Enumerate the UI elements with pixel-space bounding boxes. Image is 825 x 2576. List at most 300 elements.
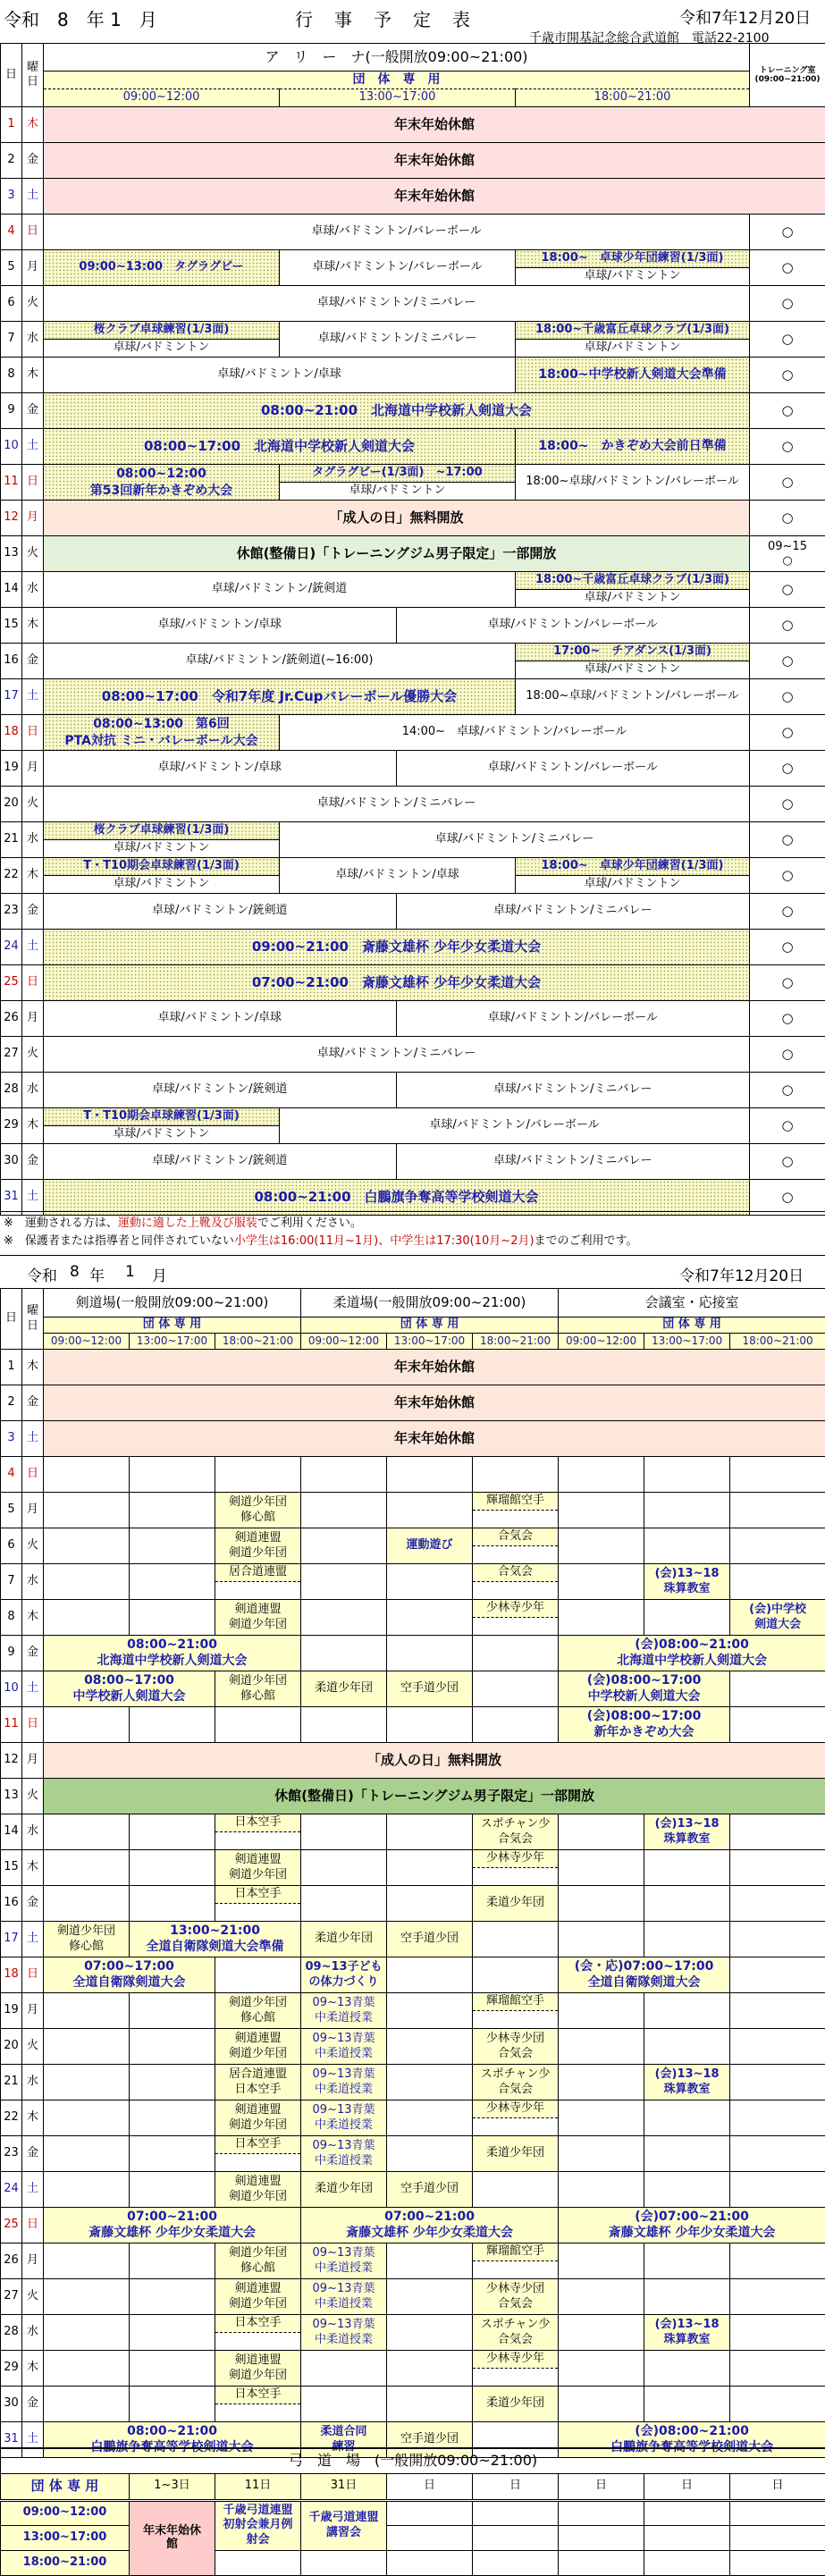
booking-cell: 08:00~17:00 中学校新人剣道大会 — [44, 1671, 215, 1707]
empty-cell — [730, 2351, 825, 2387]
date-cell: 3 — [1, 1421, 22, 1457]
empty-cell — [130, 2351, 215, 2387]
dojo-row-day-10 — [1, 1671, 825, 1707]
dow-cell: 火 — [22, 536, 44, 572]
dow-cell: 土 — [22, 1671, 44, 1707]
date-cell: 10 — [1, 429, 22, 465]
dow-cell: 木 — [22, 1108, 44, 1144]
dow-cell: 日 — [22, 1457, 44, 1493]
dow-cell: 火 — [22, 2279, 44, 2315]
dow-cell: 木 — [22, 1850, 44, 1886]
split-cell: タグラグビー(1/3面) ~17:00 卓球/バドミントン — [280, 465, 516, 501]
date-cell: 1 — [1, 1350, 22, 1385]
date-cell: 8 — [1, 358, 22, 393]
empty-cell — [559, 1600, 644, 1636]
slot-cell: 18:00~卓球/バドミントン/バレーボール — [516, 465, 750, 501]
training-cell: ○ — [750, 965, 825, 1001]
training-cell: ○ — [750, 1108, 825, 1144]
empty-cell — [730, 1457, 825, 1493]
empty-cell — [44, 2136, 130, 2172]
meeting-room-title: 会議室・応接室 — [559, 1289, 825, 1317]
empty-cell — [730, 1493, 825, 1528]
empty-cell — [644, 1600, 730, 1636]
empty-cell — [387, 2243, 473, 2279]
date-cell: 9 — [1, 393, 22, 429]
empty-cell — [730, 1850, 825, 1886]
date-cell: 9 — [1, 1636, 22, 1671]
lower-year-unit: 年 — [89, 1263, 105, 1285]
date-cell: 26 — [1, 2243, 22, 2279]
booking-cell: 剣道連盟 剣道少年団 — [215, 2279, 301, 2315]
date-cell: 7 — [1, 322, 22, 358]
arena-row-day-14 — [1, 572, 825, 608]
arena-row-day-20 — [1, 787, 825, 822]
training-room-header — [750, 44, 825, 107]
kyudo-day-header: 日 — [644, 2473, 730, 2500]
dow-cell: 金 — [22, 1886, 44, 1922]
booking-cell: 09~13子ども の体力づくり — [301, 1957, 387, 1993]
empty-cell — [644, 1528, 730, 1564]
group-use-label: 団 体 専 用 — [44, 72, 750, 89]
dow-cell: 土 — [22, 1180, 44, 1216]
booking-cell: (会)07:00~21:00 斎藤文雄杯 少年少女柔道大会 — [559, 2208, 825, 2243]
training-cell: 09~15 ○ — [750, 536, 825, 572]
training-room-title: トレーニング室 — [750, 66, 825, 75]
empty-cell — [130, 2029, 215, 2065]
date-cell: 13 — [1, 1779, 22, 1814]
empty-cell — [473, 1636, 559, 1671]
booking-cell: 輝瑠館空手 — [473, 2243, 559, 2279]
dojo-row-day-18 — [1, 1957, 825, 1993]
date-cell: 23 — [1, 894, 22, 930]
booking-cell: 剣道少年団 修心館 — [215, 1493, 301, 1528]
half-split: 卓球/バドミントン/卓球 卓球/バドミントン/バレーボール — [44, 1001, 750, 1037]
empty-cell — [730, 1993, 825, 2029]
date-cell: 31 — [1, 2422, 22, 2458]
kyudo-closed: 年末年始休館 — [130, 2500, 215, 2575]
empty-cell — [644, 2387, 730, 2422]
half-split: 卓球/バドミントン/銃剣道 卓球/バドミントン/ミニバレー — [44, 1144, 750, 1180]
lower-slot-header: 09:00~12:00 — [301, 1334, 387, 1350]
event-cell: 08:00~21:00 白鵬旗争奪高等学校剣道大会 — [44, 1180, 750, 1216]
dow-cell: 火 — [22, 1037, 44, 1073]
date-cell: 18 — [1, 1957, 22, 1993]
empty-cell — [130, 1993, 215, 2029]
lower-header — [0, 1256, 825, 1288]
empty-cell — [730, 2315, 825, 2351]
booking-cell: 空手道少団 — [387, 1671, 473, 1707]
empty-cell — [644, 1850, 730, 1886]
open-use-cell: 卓球/バドミントン/バレーボール — [44, 215, 750, 250]
empty-cell — [301, 1850, 387, 1886]
dojo-row-day-17 — [1, 1922, 825, 1957]
facility-name: 千歳市開基記念総合武道館 電話22-2100 — [529, 29, 770, 46]
arena-row-day-18 — [1, 715, 825, 751]
empty-cell — [130, 2279, 215, 2315]
dojo-row-day-26 — [1, 2243, 825, 2279]
dow-cell: 土 — [22, 2422, 44, 2458]
dow-cell: 土 — [22, 2172, 44, 2208]
dojo-row-day-23 — [1, 2136, 825, 2172]
empty-cell — [301, 2387, 387, 2422]
split-cell: 17:00~ チアダンス(1/3面) 卓球/バドミントン — [516, 644, 750, 679]
col-dow-header: 曜日 — [22, 44, 44, 107]
empty-cell — [730, 1886, 825, 1922]
col-date-header: 日 — [1, 44, 22, 107]
booking-cell: (会・応)07:00~17:00 全道自衛隊剣道大会 — [559, 1957, 730, 1993]
empty-cell — [44, 2387, 130, 2422]
lower-slot-header: 18:00~21:00 — [730, 1334, 825, 1350]
dow-cell: 水 — [22, 2065, 44, 2100]
date-cell: 24 — [1, 930, 22, 965]
dojo-row-day-29 — [1, 2351, 825, 2387]
empty-cell — [473, 1457, 559, 1493]
empty-cell — [301, 2351, 387, 2387]
training-cell: ○ — [750, 465, 825, 501]
empty-cell — [559, 1850, 644, 1886]
date-cell: 18 — [1, 715, 22, 751]
lower-col-date-header: 日 — [1, 1289, 22, 1350]
dow-cell: 月 — [22, 250, 44, 286]
kyudo-cell — [730, 2500, 825, 2525]
empty-cell — [730, 2279, 825, 2315]
booking-cell: スポチャン少 合気会 — [473, 1814, 559, 1850]
slot-cell: 卓球/バドミントン/銃剣道 — [44, 572, 516, 608]
lower-month: 1 — [125, 1263, 135, 1281]
empty-cell — [644, 1886, 730, 1922]
empty-cell — [301, 1707, 387, 1743]
dow-cell: 土 — [22, 1421, 44, 1457]
dow-cell: 木 — [22, 858, 44, 894]
split-cell: 桜クラブ卓球練習(1/3面) 卓球/バドミントン — [44, 822, 280, 858]
dow-cell: 日 — [22, 1957, 44, 1993]
dow-cell: 月 — [22, 1743, 44, 1779]
dojo-row-day-12 — [1, 1743, 825, 1779]
kyudo-cell — [730, 2550, 825, 2575]
training-cell: ○ — [750, 608, 825, 644]
empty-cell — [130, 2100, 215, 2136]
empty-cell — [730, 2172, 825, 2208]
split-cell: T・T10期会卓球練習(1/3面) 卓球/バドミントン — [44, 858, 280, 894]
empty-cell — [130, 1528, 215, 1564]
dojo-row-day-13 — [1, 1779, 825, 1814]
page-title: 行 事 予 定 表 — [295, 5, 472, 31]
slot-cell: 18:00~ かきぞめ大会前日準備 — [516, 429, 750, 465]
kyudo-slot-afternoon: 13:00~17:00 — [1, 2525, 130, 2550]
event-cell: 09:00~13:00 タグラグビー — [44, 250, 280, 286]
training-cell: ○ — [750, 930, 825, 965]
date-cell: 6 — [1, 1528, 22, 1564]
empty-cell — [387, 2100, 473, 2136]
booking-cell: 剣道連盟 剣道少年団 — [215, 1850, 301, 1886]
dojo-row-day-5 — [1, 1493, 825, 1528]
booking-cell: スポチャン少 合気会 — [473, 2065, 559, 2100]
arena-row-day-10 — [1, 429, 825, 465]
booking-cell: 09~13青葉 中柔道授業 — [301, 2065, 387, 2100]
slot-morning: 09:00~12:00 — [44, 89, 280, 107]
empty-cell — [301, 1636, 387, 1671]
dow-cell: 日 — [22, 2208, 44, 2243]
slot-cell: 卓球/バドミントン/銃剣道(~16:00) — [44, 644, 516, 679]
empty-cell — [387, 1600, 473, 1636]
booking-cell: (会)13~18 珠算教室 — [644, 1814, 730, 1850]
date-cell: 4 — [1, 215, 22, 250]
date-cell: 27 — [1, 1037, 22, 1073]
arena-row-day-8 — [1, 358, 825, 393]
empty-cell — [130, 1707, 215, 1743]
dow-cell: 土 — [22, 429, 44, 465]
empty-cell — [559, 2351, 644, 2387]
half-split: 卓球/バドミントン/卓球 卓球/バドミントン/バレーボール — [44, 608, 750, 644]
booking-cell: 柔道少年団 — [301, 1922, 387, 1957]
empty-cell — [130, 1814, 215, 1850]
training-cell: ○ — [750, 429, 825, 465]
booking-cell: 09~13青葉 中柔道授業 — [301, 2100, 387, 2136]
booking-cell: 柔道少年団 — [301, 1671, 387, 1707]
empty-cell — [559, 1528, 644, 1564]
empty-cell — [559, 2029, 644, 2065]
booking-cell: 剣道少年団 修心館 — [215, 1993, 301, 2029]
kyudo-event-11: 千歳弓道連盟初射会兼月例射会 — [215, 2500, 301, 2550]
date-cell: 2 — [1, 143, 22, 179]
date-cell: 31 — [1, 1180, 22, 1216]
dow-cell: 土 — [22, 679, 44, 715]
slot-cell: 08:00~17:00 北海道中学校新人剣道大会 — [44, 429, 516, 465]
date-cell: 4 — [1, 1457, 22, 1493]
training-cell: ○ — [750, 501, 825, 536]
booking-cell: 剣道連盟 剣道少年団 — [215, 2029, 301, 2065]
empty-cell — [730, 1922, 825, 1957]
dojo-row-day-27 — [1, 2279, 825, 2315]
dojo-row-day-25 — [1, 2208, 825, 2243]
empty-cell — [387, 1814, 473, 1850]
empty-cell — [301, 1528, 387, 1564]
empty-cell — [644, 1457, 730, 1493]
kyudo-day-header: 1~3日 — [130, 2473, 215, 2500]
dojo-row-day-11 — [1, 1707, 825, 1743]
dojo-row-day-8 — [1, 1600, 825, 1636]
date-cell: 12 — [1, 1743, 22, 1779]
booking-cell: 08:00~21:00 北海道中学校新人剣道大会 — [44, 1636, 301, 1671]
empty-cell — [559, 2172, 644, 2208]
empty-cell — [44, 1814, 130, 1850]
kyudo-cell — [387, 2525, 473, 2550]
dow-cell: 日 — [22, 965, 44, 1001]
booking-cell: 空手道少団 — [387, 1922, 473, 1957]
empty-cell — [215, 1707, 301, 1743]
arena-row-day-24 — [1, 930, 825, 965]
booking-cell: (会)中学校 剣道大会 — [730, 1600, 825, 1636]
slot-cell: 卓球/バドミントン/ミニバレー — [280, 822, 750, 858]
empty-cell — [387, 2029, 473, 2065]
booking-cell: (会)13~18 珠算教室 — [644, 1564, 730, 1600]
arena-row-day-29 — [1, 1108, 825, 1144]
arena-row-day-13 — [1, 536, 825, 572]
empty-cell — [559, 2315, 644, 2351]
lower-slot-header: 09:00~12:00 — [44, 1334, 130, 1350]
arena-row-day-22 — [1, 858, 825, 894]
arena-row-day-25 — [1, 965, 825, 1001]
dojo-row-day-3 — [1, 1421, 825, 1457]
dow-cell: 日 — [22, 715, 44, 751]
dow-cell: 火 — [22, 2029, 44, 2065]
empty-cell — [473, 1957, 559, 1993]
usage-notes — [0, 1211, 825, 1256]
kyudo-cell — [301, 2550, 387, 2575]
booking-cell: スポチャン少 合気会 — [473, 2315, 559, 2351]
kyudo-cell — [644, 2525, 730, 2550]
kyudo-day-header: 日 — [387, 2473, 473, 2500]
empty-cell — [301, 1493, 387, 1528]
empty-cell — [387, 1886, 473, 1922]
empty-cell — [130, 2387, 215, 2422]
dow-cell: 火 — [22, 1779, 44, 1814]
training-cell: ○ — [750, 787, 825, 822]
empty-cell — [387, 2351, 473, 2387]
empty-cell — [44, 2279, 130, 2315]
arena-row-day-4 — [1, 215, 825, 250]
empty-cell — [44, 1600, 130, 1636]
training-room-hours: (09:00~21:00) — [750, 75, 825, 84]
booking-cell: 07:00~17:00 全道自衛隊剣道大会 — [44, 1957, 215, 1993]
booking-cell: 13:00~21:00 全道自衛隊剣道大会準備 — [130, 1922, 301, 1957]
empty-cell — [301, 1886, 387, 1922]
empty-cell — [301, 1564, 387, 1600]
training-cell: ○ — [750, 286, 825, 322]
date-cell: 30 — [1, 2387, 22, 2422]
dow-cell: 木 — [22, 358, 44, 393]
dojo-row-day-19 — [1, 1993, 825, 2029]
date-cell: 13 — [1, 536, 22, 572]
empty-cell — [44, 1993, 130, 2029]
date-cell: 16 — [1, 1886, 22, 1922]
arena-row-day-26 — [1, 1001, 825, 1037]
date-cell: 12 — [1, 501, 22, 536]
arena-row-day-31 — [1, 1180, 825, 1216]
split-cell: 18:00~ 卓球少年団練習(1/3面) 卓球/バドミントン — [516, 858, 750, 894]
closed-notice: 年末年始休館 — [44, 1350, 825, 1385]
booking-cell: (会)13~18 珠算教室 — [644, 2315, 730, 2351]
empty-cell — [644, 1493, 730, 1528]
date-cell: 11 — [1, 465, 22, 501]
empty-cell — [559, 1493, 644, 1528]
booking-cell: 少林寺少団 合気会 — [473, 2029, 559, 2065]
empty-cell — [130, 2243, 215, 2279]
kyudo-cell — [559, 2500, 644, 2525]
training-cell: ○ — [750, 822, 825, 858]
dow-cell: 木 — [22, 608, 44, 644]
booking-cell: 剣道連盟 剣道少年団 — [215, 2351, 301, 2387]
dow-cell: 木 — [22, 107, 44, 143]
dojo-row-day-4 — [1, 1457, 825, 1493]
lower-slot-header: 13:00~17:00 — [644, 1334, 730, 1350]
empty-cell — [730, 2387, 825, 2422]
kyudo-day-header: 日 — [559, 2473, 644, 2500]
date-cell: 19 — [1, 751, 22, 787]
booking-cell: 合気会 — [473, 1528, 559, 1564]
empty-cell — [387, 1457, 473, 1493]
arena-row-day-12 — [1, 501, 825, 536]
kyudo-cell — [730, 2525, 825, 2550]
lower-issued-date: 令和7年12月20日 — [679, 1263, 804, 1285]
dojo-row-day-16 — [1, 1886, 825, 1922]
kyudo-cell — [387, 2550, 473, 2575]
date-cell: 28 — [1, 2315, 22, 2351]
booking-cell: 07:00~21:00 斎藤文雄杯 少年少女柔道大会 — [301, 2208, 559, 2243]
dow-cell: 水 — [22, 1564, 44, 1600]
empty-cell — [559, 1922, 644, 1957]
booking-cell: 合気会 — [473, 1564, 559, 1600]
half-split: 卓球/バドミントン/銃剣道 卓球/バドミントン/ミニバレー — [44, 894, 750, 930]
event-cell: 09:00~21:00 斎藤文雄杯 少年少女柔道大会 — [44, 930, 750, 965]
date-cell: 21 — [1, 2065, 22, 2100]
date-cell: 1 — [1, 107, 22, 143]
slot-cell: 08:00~17:00 令和7年度 Jr.Cupバレーボール優勝大会 — [44, 679, 516, 715]
kyudo-day-header: 11日 — [215, 2473, 301, 2500]
half-split: 卓球/バドミントン/卓球 卓球/バドミントン/バレーボール — [44, 751, 750, 787]
training-cell: ○ — [750, 358, 825, 393]
dow-cell: 水 — [22, 1073, 44, 1108]
booking-cell: 剣道連盟 剣道少年団 — [215, 1528, 301, 1564]
booking-cell: 少林寺少年 — [473, 2100, 559, 2136]
training-cell: ○ — [750, 644, 825, 679]
dow-cell: 火 — [22, 1528, 44, 1564]
empty-cell — [559, 1457, 644, 1493]
empty-cell — [301, 1457, 387, 1493]
meeting-group-label: 団 体 専 用 — [559, 1317, 825, 1334]
empty-cell — [130, 2315, 215, 2351]
empty-cell — [730, 2065, 825, 2100]
slot-cell: 卓球/バドミントン/ミニバレー — [280, 322, 516, 358]
empty-cell — [473, 1671, 559, 1707]
booking-cell: 柔道合同 練習 — [301, 2422, 387, 2458]
booking-cell: (会)08:00~21:00 白鵬旗争奪高等学校剣道大会 — [559, 2422, 825, 2458]
empty-cell — [215, 1457, 301, 1493]
lower-era: 令和 — [27, 1263, 57, 1285]
date-cell: 23 — [1, 2136, 22, 2172]
training-cell: ○ — [750, 393, 825, 429]
kyudo-day-header: 31日 — [301, 2473, 387, 2500]
booking-cell: 剣道少年団 修心館 — [215, 1671, 301, 1707]
dow-cell: 日 — [22, 465, 44, 501]
dow-cell: 金 — [22, 2136, 44, 2172]
booking-cell: 柔道少年団 — [473, 2136, 559, 2172]
date-cell: 25 — [1, 965, 22, 1001]
booking-cell: 柔道少年団 — [301, 2172, 387, 2208]
kendo-hall-title: 剣道場(一般開放09:00~21:00) — [44, 1289, 301, 1317]
booking-cell: (会)13~18 珠算教室 — [644, 2065, 730, 2100]
slot-cell: 18:00~中学校新人剣道大会準備 — [516, 358, 750, 393]
empty-cell — [387, 2387, 473, 2422]
arena-row-day-15 — [1, 608, 825, 644]
kyudo-cell — [473, 2550, 559, 2575]
arena-row-day-1 — [1, 107, 825, 143]
empty-cell — [559, 2065, 644, 2100]
date-cell: 24 — [1, 2172, 22, 2208]
empty-cell — [44, 1850, 130, 1886]
booking-cell: 09~13青葉 中柔道授業 — [301, 2243, 387, 2279]
date-cell: 3 — [1, 179, 22, 215]
kyudo-slot-morning: 09:00~12:00 — [1, 2500, 130, 2525]
training-cell: ○ — [750, 572, 825, 608]
kyudo-slot-evening: 18:00~21:00 — [1, 2550, 130, 2575]
dojo-row-day-22 — [1, 2100, 825, 2136]
booking-cell: 運動遊び — [387, 1528, 473, 1564]
dow-cell: 日 — [22, 215, 44, 250]
booking-cell: 輝瑠館空手 — [473, 1493, 559, 1528]
booking-cell: 少林寺少年 — [473, 2351, 559, 2387]
issued-date: 令和7年12月20日 — [679, 5, 811, 29]
